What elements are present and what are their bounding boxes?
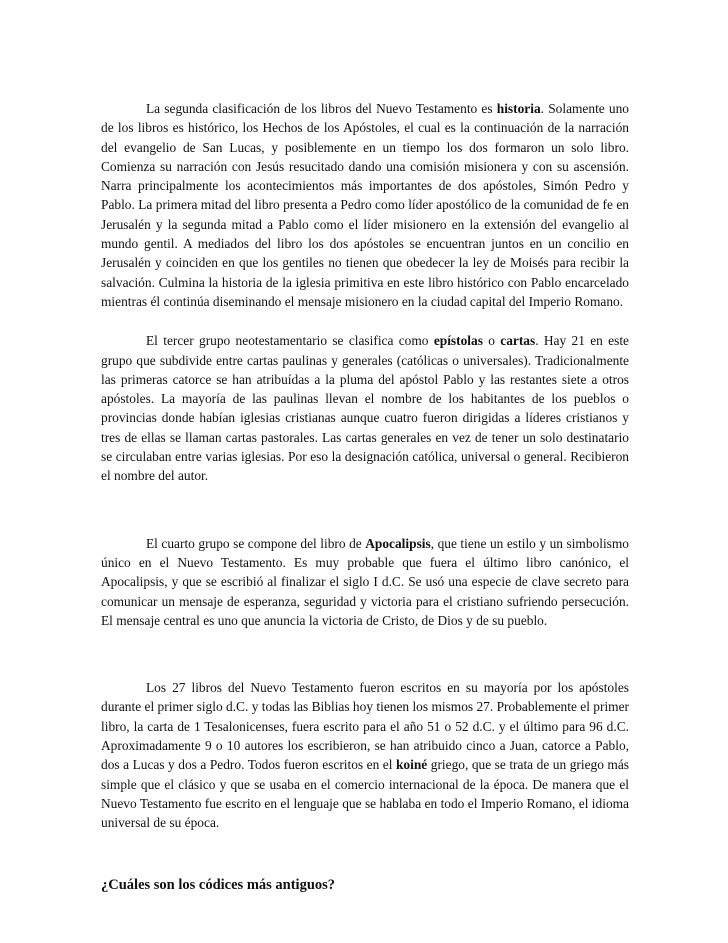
bold-term: epístolas <box>433 333 483 349</box>
document-page <box>101 99 629 895</box>
text-run: El cuarto grupo se compone del libro de <box>146 535 366 551</box>
text-run: Los 27 libros del Nuevo Testamento fueron escritos en su mayoría por los apóstoles durante el primer siglo d.C. y todas las Biblias hoy tienen los mismos 27. Probablemente el primer libro, la carta de 1 Tesalonicenses, fuera escrito para el año 51 o 52 d.C. y el último para 96 d.C. Aproximadamente 9 o 10 autores los escribieron, se han atribuido cinco a Juan, catorce a Pablo, dos a Lucas y dos a Pedro. Todos fueron escritos en el <box>101 680 629 773</box>
paragraph-veintisiete-libros <box>101 678 629 832</box>
text-run: griego, que se trata de un griego más simple que el clásico y que se usaba en el comercio internacional de la época. De manera que el Nuevo Testamento fue escrito en el lenguaje que se hablaba en todo el Imperio Romano, el idioma universal de su época. <box>101 757 629 831</box>
paragraph-historia <box>101 99 629 311</box>
bold-term: cartas <box>500 333 536 349</box>
bold-term: historia <box>496 101 541 116</box>
paragraph-epistolas <box>101 331 629 485</box>
text-run: . Hay 21 en este grupo que subdivide entre cartas paulinas y generales (católicas o universales). Tradicionalmente las primeras catorce se han atribuídas a la pluma del apóstol Pablo y las restantes siete a otros apóstoles. La mayoría de las paulinas llevan el nombre de los habitantes de los pueblos o provincias donde habían iglesias cristianas aunque cuatro fueron dirigidas a líderes cristianos y tres de ellas se llaman cartas pastorales. Las cartas generales en vez de tener un solo destinatario se circulaban entre varias iglesias. Por eso la designación católica, universal o general. Recibieron el nombre del autor. <box>101 333 629 484</box>
section-heading-codices: ¿Cuáles son los códices más antiguos? <box>101 876 336 893</box>
bold-term: Apocalipsis <box>365 535 431 551</box>
text-run: . Solamente uno de los libros es histórico, los Hechos de los Apóstoles, el cual es la continuación de la narración del evangelio de San Lucas, y posiblemente en un tiempo los dos formaron un solo libro. Comienza su narración con Jesús resucitado dando una comisión misionera y con su ascensión. Narra principalmente los acontecimientos más importantes de dos apóstoles, Simón Pedro y Pablo. La primera mitad del libro presenta a Pedro como líder apostólico de la comunidad de fe en Jerusalén y la segunda mitad a Pablo como el líder misionero en la extensión del evangelio al mundo gentil. A mediados del libro los dos apóstoles se encuentran juntos en un concilio en Jerusalén y coinciden en que los gentiles no tienen que obedecer la ley de Moisés para recibir la salvación. Culmina la historia de la iglesia primitiva en este libro histórico con Pablo encarcelado mientras él continúa diseminando el mensaje misionero en la ciudad capital del Imperio Romano. <box>101 101 629 309</box>
text-run: La segunda clasificación de los libros del Nuevo Testamento es <box>146 101 497 116</box>
text-run: o <box>482 333 501 349</box>
bold-term: koiné <box>395 757 428 773</box>
paragraph-apocalipsis <box>101 534 629 630</box>
text-run: El tercer grupo neotestamentario se clasifica como <box>146 333 434 349</box>
text-run: , que tiene un estilo y un simbolismo único en el Nuevo Testamento. Es muy probable que fuera el último libro canónico, el Apocalipsis, y que se escribió al finalizar el siglo I d.C. Se usó una especie de clave secreto para comunicar un mensaje de esperanza, seguridad y victoria para el cristiano sufriendo persecución. El mensaje central es uno que anuncia la victoria de Cristo, de Dios y de su pueblo. <box>101 535 629 628</box>
